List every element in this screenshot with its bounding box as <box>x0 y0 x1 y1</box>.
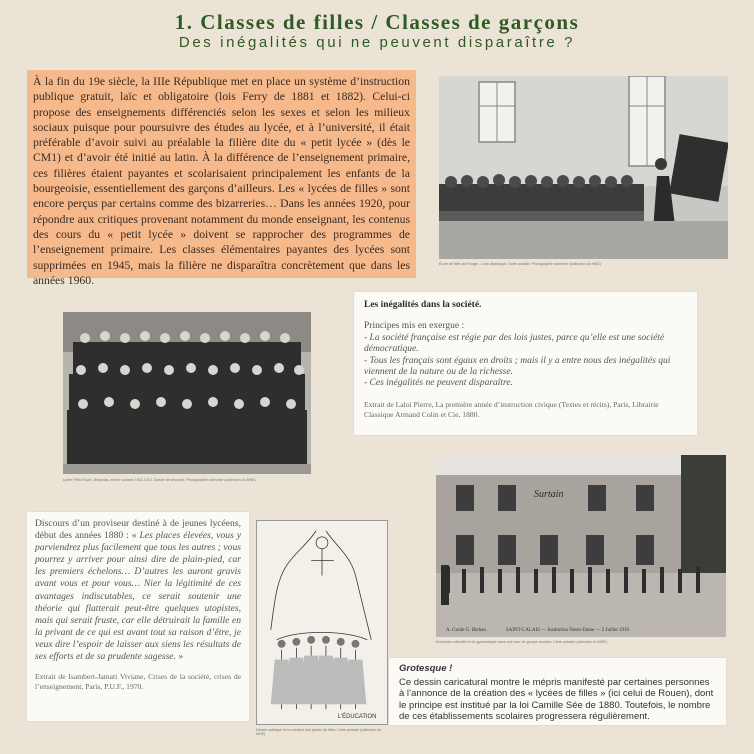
intro-text-box <box>27 70 416 287</box>
discours-box <box>27 512 249 721</box>
principes-intro: Principes mis en exergue : <box>364 321 465 332</box>
classroom-photo-caption: École de filles de Rouge - Loire-Atlantique. Carte postale. Photographie ancienne (collection du MNÉ). <box>439 262 602 266</box>
intro-text: À la fin du 19e siècle, la IIIe République met en place un système d’instruction publique gratuit, laïc et obligatoire (lois Ferry de 1881 et 1882). Celui-ci propose des enseignements différenciés selon les sexes et selon les milieux sociaux puisque pour poursuivre des études au lycée, et à l’université, il était préférable d’avoir suivi au préalable la filière dite du « petit lycée » (dès le CM1) et d’avoir été initié au latin. À la différence de l’enseignement primaire, ces filières étaient payantes et scolarisaient principalement les enfants de la bourgeoisie, essentiellement des garçons d’ailleurs. Les « lycées de filles » sont encore perçus par certains comme des bizarreries… Dans les années 1920, pour répondre aux critiques provenant notamment du monde enseignant, les contenus des cours du « petit lycée » doivent se rapprocher des programmes de l’enseignement primaire. Les classes élémentaires payantes des lycées sont supprimées en 1945, mais la filière ne disparaîtra concrètement que dans les années 1960. <box>33 75 410 287</box>
principe-line: - La société française est régie par des lois justes, parce qu’elle est une société démocratique. <box>364 332 665 355</box>
courtyard-label-center: SAINT-CALAIS — Institution Notre-Dame — 2 Juillet 1910 <box>506 628 630 633</box>
principe-line: - Ces inégalités ne peuvent disparaître. <box>364 378 513 389</box>
courtyard-label-left: A. Guide G. Blehan <box>446 628 486 633</box>
grotesque-text: Ce dessin caricatural montre le mépris manifesté par certaines personnes à l’annonce de la création des « lycées de filles » (ici celui de Rouen), dont le principe est institué par la loi Camille Sée de 1880. Toutefois, le nombre de ces établissements scolaires progressera régulièrement. <box>399 676 714 723</box>
page-subtitle: Des inégalités qui ne peuvent disparaître ? <box>178 34 576 51</box>
inegalites-source: Extrait de Laloi Pierre, La première année d’instruction civique (Textes et récits), Paris, Librairie Classique Armand Colin et Cie, 1880. <box>364 399 659 419</box>
discours-intro: Discours d’un proviseur destiné à de jeunes lycéens, début des années 1880 : « <box>35 518 241 542</box>
grotesque-heading: Grotesque ! <box>399 663 453 674</box>
courtyard-photo <box>436 455 726 637</box>
page-title: 1. Classes de filles / Classes de garçons <box>174 10 580 34</box>
cartoon-label: L'ÉDUCATION <box>337 714 377 721</box>
cartoon-caption: Dessin satirique de la création des lycées de filles. Carte postale (collection du MNÉ). <box>256 728 381 737</box>
classroom-photo <box>439 76 728 259</box>
principe-line: - Tous les français sont égaux en droits ; mais il y a entre nous des inégalités qui viennent de la nature ou de la richesse. <box>364 355 671 378</box>
discours-quote: Les places élevées, vous y parviendrez plus facilement que tous les autres ; vous pourrez y arriver pour ainsi dire de plain-pied, car les premiers échelons… D’autres les auront gravis avant vous et pour vous… Nier la légitimité de ces avantages indiscutables, ce serait soutenir une théorie qui flatterait peut-être quelques utopistes, mais qui serait fruste, car elle détruirait la famille en la privant de ce qui est avant tout sa raison d’être, je veux dire l’espoir de laisser aux siens les résultats de ses efforts et de sa prudente sagesse. <box>35 530 241 663</box>
courtyard-sign-text: Surtain <box>534 489 564 500</box>
discours-outro: » <box>175 651 184 663</box>
courtyard-photo-caption: Exercices collectifs et de gymnastique dans une cour de groupe scolaire. Carte postale (collection du MNÉ). <box>436 640 608 644</box>
discours-source: Extrait de Isambert-Jamati Viviane, Crises de la société, crises de l’enseignement, Paris, P.U.F., 1970. <box>35 672 241 692</box>
group-photo-caption: Lycée Félix-Faure, Beauvais, année scolaire 1911-1912. Classe de seconde. Photographie collective (collection du MNÉ). <box>63 478 257 482</box>
group-photo <box>63 312 311 474</box>
inegalites-box <box>354 292 697 435</box>
inegalites-heading: Les inégalités dans la société. <box>364 300 482 310</box>
cartoon-image <box>256 520 388 725</box>
grotesque-box <box>389 658 726 725</box>
